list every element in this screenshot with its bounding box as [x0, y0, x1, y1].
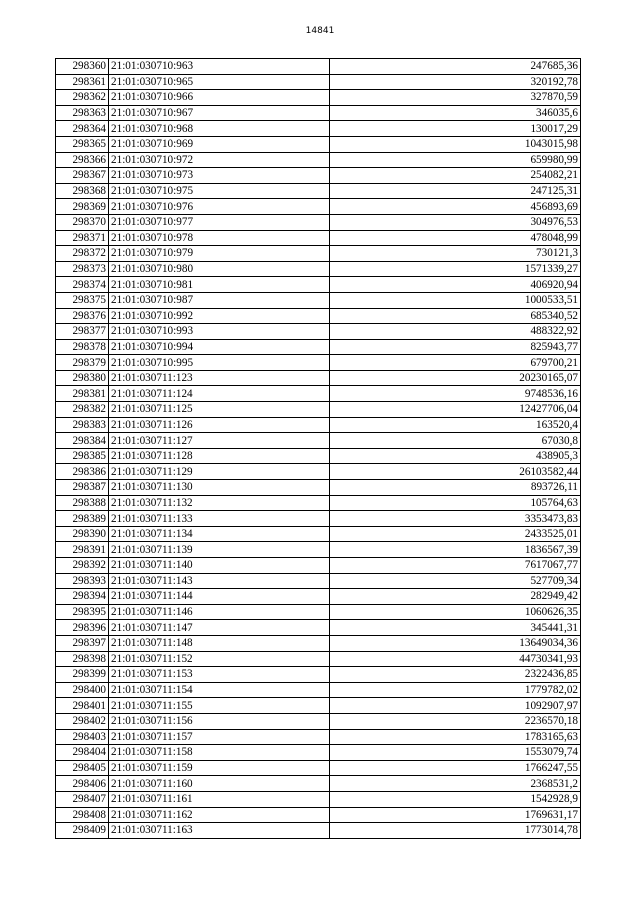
cadastral-value: 12427706,04 — [330, 402, 581, 418]
table-row — [56, 807, 581, 823]
row-number: 298407 — [56, 791, 109, 807]
row-number: 298373 — [56, 261, 109, 277]
cadastral-number: 21:01:030711:133 — [109, 511, 330, 527]
row-number: 298403 — [56, 729, 109, 745]
row-number: 298396 — [56, 620, 109, 636]
cadastral-number: 21:01:030710:978 — [109, 230, 330, 246]
cadastral-number: 21:01:030711:127 — [109, 433, 330, 449]
cadastral-number: 21:01:030711:146 — [109, 604, 330, 620]
cadastral-number: 21:01:030711:123 — [109, 370, 330, 386]
cadastral-value: 13649034,36 — [330, 635, 581, 651]
table-row — [56, 121, 581, 137]
table-row — [56, 292, 581, 308]
cadastral-value-table — [55, 58, 581, 839]
table-row — [56, 464, 581, 480]
cadastral-value: 825943,77 — [330, 339, 581, 355]
cadastral-value: 456893,69 — [330, 199, 581, 215]
row-number: 298360 — [56, 59, 109, 75]
cadastral-value: 527709,34 — [330, 573, 581, 589]
cadastral-number: 21:01:030710:968 — [109, 121, 330, 137]
cadastral-value: 304976,53 — [330, 214, 581, 230]
cadastral-number: 21:01:030711:132 — [109, 495, 330, 511]
row-number: 298393 — [56, 573, 109, 589]
row-number: 298401 — [56, 698, 109, 714]
table-row — [56, 526, 581, 542]
table-body — [56, 59, 581, 839]
table-row — [56, 277, 581, 293]
row-number: 298378 — [56, 339, 109, 355]
cadastral-value: 320192,78 — [330, 74, 581, 90]
row-number: 298375 — [56, 292, 109, 308]
cadastral-value: 163520,4 — [330, 417, 581, 433]
cadastral-value: 345441,31 — [330, 620, 581, 636]
row-number: 298381 — [56, 386, 109, 402]
row-number: 298370 — [56, 214, 109, 230]
cadastral-value: 438905,3 — [330, 448, 581, 464]
row-number: 298385 — [56, 448, 109, 464]
cadastral-value: 327870,59 — [330, 90, 581, 106]
cadastral-number: 21:01:030710:979 — [109, 246, 330, 262]
cadastral-value: 730121,3 — [330, 246, 581, 262]
row-number: 298389 — [56, 511, 109, 527]
row-number: 298392 — [56, 558, 109, 574]
row-number: 298387 — [56, 480, 109, 496]
row-number: 298398 — [56, 651, 109, 667]
cadastral-value: 1773014,78 — [330, 823, 581, 839]
cadastral-value: 478048,99 — [330, 230, 581, 246]
cadastral-value: 26103582,44 — [330, 464, 581, 480]
cadastral-value: 247685,36 — [330, 59, 581, 75]
cadastral-number: 21:01:030711:155 — [109, 698, 330, 714]
table-row — [56, 698, 581, 714]
cadastral-value: 1043015,98 — [330, 136, 581, 152]
table-row — [56, 542, 581, 558]
cadastral-value: 1092907,97 — [330, 698, 581, 714]
table-row — [56, 59, 581, 75]
cadastral-number: 21:01:030711:160 — [109, 776, 330, 792]
cadastral-value: 44730341,93 — [330, 651, 581, 667]
table-row — [56, 168, 581, 184]
cadastral-value: 1769631,17 — [330, 807, 581, 823]
table-row — [56, 433, 581, 449]
cadastral-number: 21:01:030710:981 — [109, 277, 330, 293]
table-row — [56, 230, 581, 246]
cadastral-value: 893726,11 — [330, 480, 581, 496]
row-number: 298372 — [56, 246, 109, 262]
cadastral-number: 21:01:030710:965 — [109, 74, 330, 90]
cadastral-number: 21:01:030710:969 — [109, 136, 330, 152]
row-number: 298368 — [56, 183, 109, 199]
table-row — [56, 682, 581, 698]
table-row — [56, 339, 581, 355]
cadastral-number: 21:01:030710:966 — [109, 90, 330, 106]
row-number: 298379 — [56, 355, 109, 371]
row-number: 298369 — [56, 199, 109, 215]
row-number: 298363 — [56, 105, 109, 121]
row-number: 298384 — [56, 433, 109, 449]
row-number: 298405 — [56, 760, 109, 776]
row-number: 298402 — [56, 713, 109, 729]
table-row — [56, 386, 581, 402]
table-row — [56, 558, 581, 574]
table-row — [56, 105, 581, 121]
cadastral-number: 21:01:030711:139 — [109, 542, 330, 558]
table-row — [56, 402, 581, 418]
cadastral-number: 21:01:030710:967 — [109, 105, 330, 121]
cadastral-number: 21:01:030710:976 — [109, 199, 330, 215]
cadastral-number: 21:01:030710:972 — [109, 152, 330, 168]
cadastral-number: 21:01:030711:143 — [109, 573, 330, 589]
row-number: 298364 — [56, 121, 109, 137]
cadastral-value: 346035,6 — [330, 105, 581, 121]
table-row — [56, 620, 581, 636]
cadastral-number: 21:01:030711:147 — [109, 620, 330, 636]
cadastral-number: 21:01:030710:987 — [109, 292, 330, 308]
table-row — [56, 511, 581, 527]
table-row — [56, 713, 581, 729]
cadastral-value: 2433525,01 — [330, 526, 581, 542]
table-row — [56, 183, 581, 199]
table-row — [56, 573, 581, 589]
cadastral-number: 21:01:030710:993 — [109, 324, 330, 340]
table-row — [56, 791, 581, 807]
cadastral-number: 21:01:030711:125 — [109, 402, 330, 418]
cadastral-value: 1000533,51 — [330, 292, 581, 308]
table-row — [56, 635, 581, 651]
row-number: 298366 — [56, 152, 109, 168]
cadastral-number: 21:01:030711:152 — [109, 651, 330, 667]
cadastral-number: 21:01:030711:156 — [109, 713, 330, 729]
table-row — [56, 823, 581, 839]
cadastral-value: 1553079,74 — [330, 745, 581, 761]
cadastral-number: 21:01:030710:963 — [109, 59, 330, 75]
row-number: 298408 — [56, 807, 109, 823]
table-row — [56, 667, 581, 683]
row-number: 298362 — [56, 90, 109, 106]
cadastral-number: 21:01:030711:153 — [109, 667, 330, 683]
cadastral-number: 21:01:030711:128 — [109, 448, 330, 464]
cadastral-value: 130017,29 — [330, 121, 581, 137]
row-number: 298391 — [56, 542, 109, 558]
cadastral-value: 488322,92 — [330, 324, 581, 340]
cadastral-value: 2322436,85 — [330, 667, 581, 683]
row-number: 298399 — [56, 667, 109, 683]
row-number: 298380 — [56, 370, 109, 386]
row-number: 298383 — [56, 417, 109, 433]
table-row — [56, 776, 581, 792]
cadastral-value: 1783165,63 — [330, 729, 581, 745]
cadastral-number: 21:01:030711:126 — [109, 417, 330, 433]
cadastral-number: 21:01:030710:977 — [109, 214, 330, 230]
table-row — [56, 604, 581, 620]
cadastral-number: 21:01:030710:973 — [109, 168, 330, 184]
row-number: 298374 — [56, 277, 109, 293]
table-row — [56, 152, 581, 168]
row-number: 298361 — [56, 74, 109, 90]
row-number: 298394 — [56, 589, 109, 605]
cadastral-value: 9748536,16 — [330, 386, 581, 402]
cadastral-number: 21:01:030711:134 — [109, 526, 330, 542]
cadastral-number: 21:01:030711:148 — [109, 635, 330, 651]
cadastral-value: 1542928,9 — [330, 791, 581, 807]
cadastral-number: 21:01:030711:159 — [109, 760, 330, 776]
table-row — [56, 729, 581, 745]
table-row — [56, 495, 581, 511]
row-number: 298382 — [56, 402, 109, 418]
table-row — [56, 199, 581, 215]
cadastral-number: 21:01:030711:161 — [109, 791, 330, 807]
cadastral-value: 679700,21 — [330, 355, 581, 371]
table-row — [56, 324, 581, 340]
table-row — [56, 651, 581, 667]
cadastral-value: 2368531,2 — [330, 776, 581, 792]
table-row — [56, 417, 581, 433]
cadastral-number: 21:01:030710:992 — [109, 308, 330, 324]
cadastral-number: 21:01:030711:154 — [109, 682, 330, 698]
cadastral-value: 2236570,18 — [330, 713, 581, 729]
table-row — [56, 355, 581, 371]
cadastral-number: 21:01:030710:980 — [109, 261, 330, 277]
cadastral-value: 7617067,77 — [330, 558, 581, 574]
cadastral-number: 21:01:030711:129 — [109, 464, 330, 480]
row-number: 298397 — [56, 635, 109, 651]
cadastral-value: 254082,21 — [330, 168, 581, 184]
cadastral-number: 21:01:030710:994 — [109, 339, 330, 355]
table-row — [56, 246, 581, 262]
cadastral-value: 1779782,02 — [330, 682, 581, 698]
cadastral-value: 659980,99 — [330, 152, 581, 168]
row-number: 298388 — [56, 495, 109, 511]
cadastral-number: 21:01:030711:162 — [109, 807, 330, 823]
row-number: 298400 — [56, 682, 109, 698]
cadastral-value: 406920,94 — [330, 277, 581, 293]
cadastral-value: 1571339,27 — [330, 261, 581, 277]
row-number: 298395 — [56, 604, 109, 620]
table-row — [56, 74, 581, 90]
cadastral-number: 21:01:030710:995 — [109, 355, 330, 371]
row-number: 298409 — [56, 823, 109, 839]
table-row — [56, 448, 581, 464]
cadastral-value: 1836567,39 — [330, 542, 581, 558]
row-number: 298376 — [56, 308, 109, 324]
row-number: 298367 — [56, 168, 109, 184]
cadastral-number: 21:01:030711:158 — [109, 745, 330, 761]
table-row — [56, 261, 581, 277]
row-number: 298377 — [56, 324, 109, 340]
cadastral-number: 21:01:030710:975 — [109, 183, 330, 199]
cadastral-value: 1766247,55 — [330, 760, 581, 776]
page-number: 14841 — [305, 26, 335, 36]
row-number: 298404 — [56, 745, 109, 761]
cadastral-value: 1060626,35 — [330, 604, 581, 620]
cadastral-number: 21:01:030711:124 — [109, 386, 330, 402]
row-number: 298386 — [56, 464, 109, 480]
row-number: 298406 — [56, 776, 109, 792]
cadastral-value: 20230165,07 — [330, 370, 581, 386]
row-number: 298371 — [56, 230, 109, 246]
table-row — [56, 214, 581, 230]
table-row — [56, 589, 581, 605]
cadastral-number: 21:01:030711:140 — [109, 558, 330, 574]
cadastral-value: 247125,31 — [330, 183, 581, 199]
row-number: 298390 — [56, 526, 109, 542]
cadastral-number: 21:01:030711:157 — [109, 729, 330, 745]
cadastral-number: 21:01:030711:144 — [109, 589, 330, 605]
row-number: 298365 — [56, 136, 109, 152]
table-row — [56, 480, 581, 496]
cadastral-value: 3353473,83 — [330, 511, 581, 527]
table-row — [56, 90, 581, 106]
cadastral-number: 21:01:030711:163 — [109, 823, 330, 839]
table-row — [56, 760, 581, 776]
cadastral-value: 685340,52 — [330, 308, 581, 324]
table-row — [56, 136, 581, 152]
cadastral-number: 21:01:030711:130 — [109, 480, 330, 496]
table-row — [56, 370, 581, 386]
cadastral-value: 282949,42 — [330, 589, 581, 605]
cadastral-value: 105764,63 — [330, 495, 581, 511]
table-row — [56, 308, 581, 324]
table-row — [56, 745, 581, 761]
cadastral-value: 67030,8 — [330, 433, 581, 449]
